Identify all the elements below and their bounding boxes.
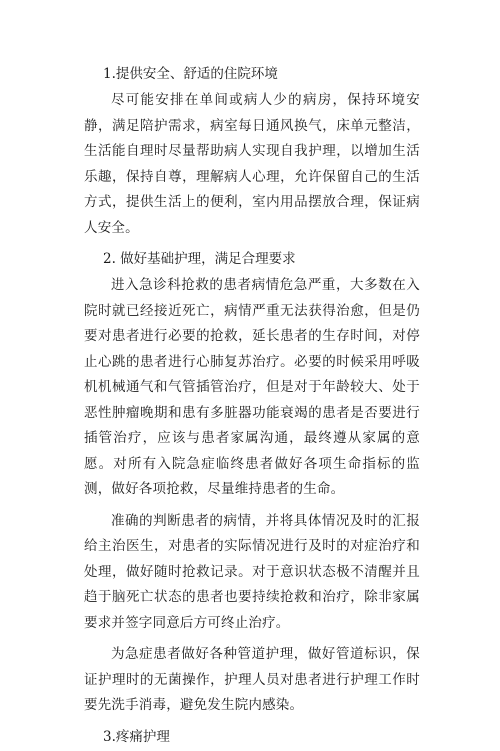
section-2-paragraph-3: 为急症患者做好各种管道护理，做好管道标识，保证护理时的无菌操作，护理人员对患者进行护理工作时要先洗手消毒，避免发生院内感染。 xyxy=(84,646,420,713)
section-heading-1: 1.提供安全、舒适的住院环境 xyxy=(103,66,278,82)
section-1-paragraph-1: 尽可能安排在单间或病人少的病房，保持环境安静，满足陪护需求，病室每日通风换气，床单元整洁，生活能自理时尽量帮助病人实现自我护理，以增加生活乐趣，保持自尊，理解病人心理，允许保留自己的生活方式，提供生活上的便利，室内用品摆放合理，保证病人安全。 xyxy=(84,92,420,236)
section-heading-3: 3.疼痛护理 xyxy=(103,728,170,745)
section-2-paragraph-2: 准确的判断患者的病情，并将具体情况及时的汇报给主治医生，对患者的实际情况进行及时的对症治疗和处理，做好随时抢救记录。对于意识状态极不清醒并且趋于脑死亡状态的患者也要持续抢救和治疗，除非家属要求并签字同意后方可终止治疗。 xyxy=(84,512,420,631)
section-2-paragraph-1: 进入急诊科抢救的患者病情危急严重，大多数在入院时就已经接近死亡，病情严重无法获得治愈，但是仍要对患者进行必要的抢救，延长患者的生存时间，对停止心跳的患者进行心肺复苏治疗。必要的时候采用呼吸机机械通气和气管插管治疗，但是对于年龄较大、处于恶性肿瘤晚期和患有多脏器功能衰竭的患者是否要进行插管治疗，应该与患者家属沟通，最终遵从家属的意愿。对所有入院急症临终患者做好各项生命指标的监测，做好各项抢救，尽量维持患者的生命。 xyxy=(84,277,420,497)
section-heading-2: 2. 做好基础护理，满足合理要求 xyxy=(103,251,296,267)
document-body xyxy=(84,62,420,751)
